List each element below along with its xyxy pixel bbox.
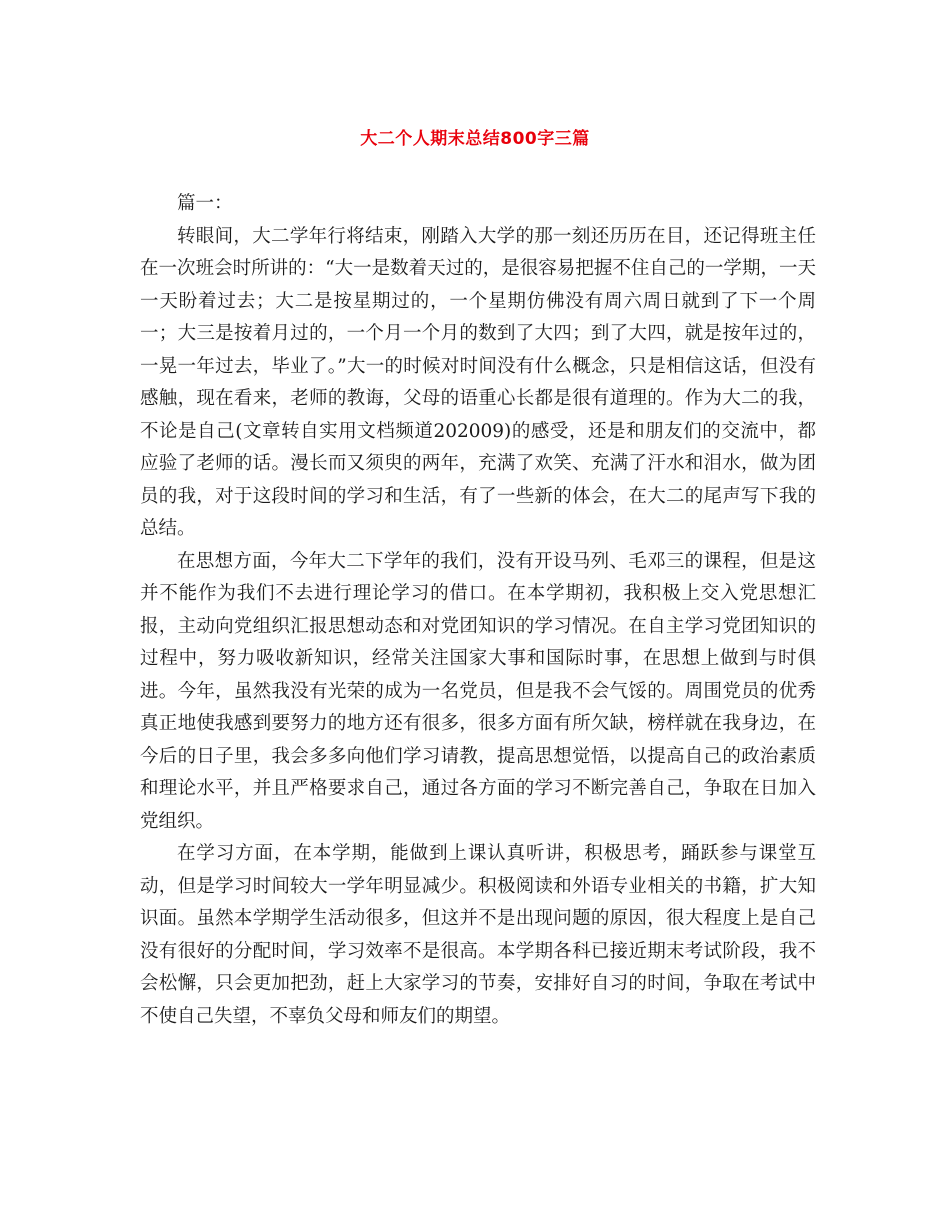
document-body [140, 188, 816, 1033]
paragraph-1: 转眼间，大二学年行将结束，刚踏入大学的那一刻还历历在目，还记得班主任在一次班会时所讲的：“大一是数着天过的，是很容易把握不住自己的一学期，一天一天盼着过去；大二是按星期过的，一个星期仿佛没有周六周日就到了下一个周一；大三是按着月过的，一个月一个月的数到了大四；到了大四，就是按年过的，一晃一年过去，毕业了。”大一的时候对时间没有什么概念，只是相信这话，但没有感触，现在看来，老师的教诲，父母的语重心长都是很有道理的。作为大二的我，不论是自己(文章转自实用文档频道202009)的感受，还是和朋友们的交流中，都应验了老师的话。漫长而又须臾的两年，充满了欢笑、充满了汗水和泪水，做为团员的我，对于这段时间的学习和生活，有了一些新的体会，在大二的尾声写下我的总结。 [140, 225, 816, 539]
paragraph-2: 在思想方面，今年大二下学年的我们，没有开设马列、毛邓三的课程，但是这并不能作为我们不去进行理论学习的借口。在本学期初，我积极上交入党思想汇报，主动向党组织汇报思想动态和对党团知识的学习情况。在自主学习党团知识的过程中，努力吸收新知识，经常关注国家大事和国际时事，在思想上做到与时俱进。今年，虽然我没有光荣的成为一名党员，但是我不会气馁的。周围党员的优秀真正地使我感到要努力的地方还有很多，很多方面有所欠缺，榜样就在我身边，在今后的日子里，我会多多向他们学习请教，提高思想觉悟，以提高自己的政治素质和理论水平，并且严格要求自己，通过各方面的学习不断完善自己，争取在日加入党组织。 [140, 550, 816, 832]
paragraph-3: 在学习方面，在本学期，能做到上课认真听讲，积极思考，踊跃参与课堂互动，但是学习时间较大一学年明显减少。积极阅读和外语专业相关的书籍，扩大知识面。虽然本学期学生活动很多，但这并不是出现问题的原因，很大程度上是自己没有很好的分配时间，学习效率不是很高。本学期各科已接近期末考试阶段，我不会松懈，只会更加把劲，赶上大家学习的节奏，安排好自习的时间，争取在考试中不使自己失望，不辜负父母和师友们的期望。 [140, 843, 816, 1027]
section-label: 篇一： [177, 193, 233, 214]
document-title: 大二个人期末总结800字三篇 [360, 129, 590, 149]
